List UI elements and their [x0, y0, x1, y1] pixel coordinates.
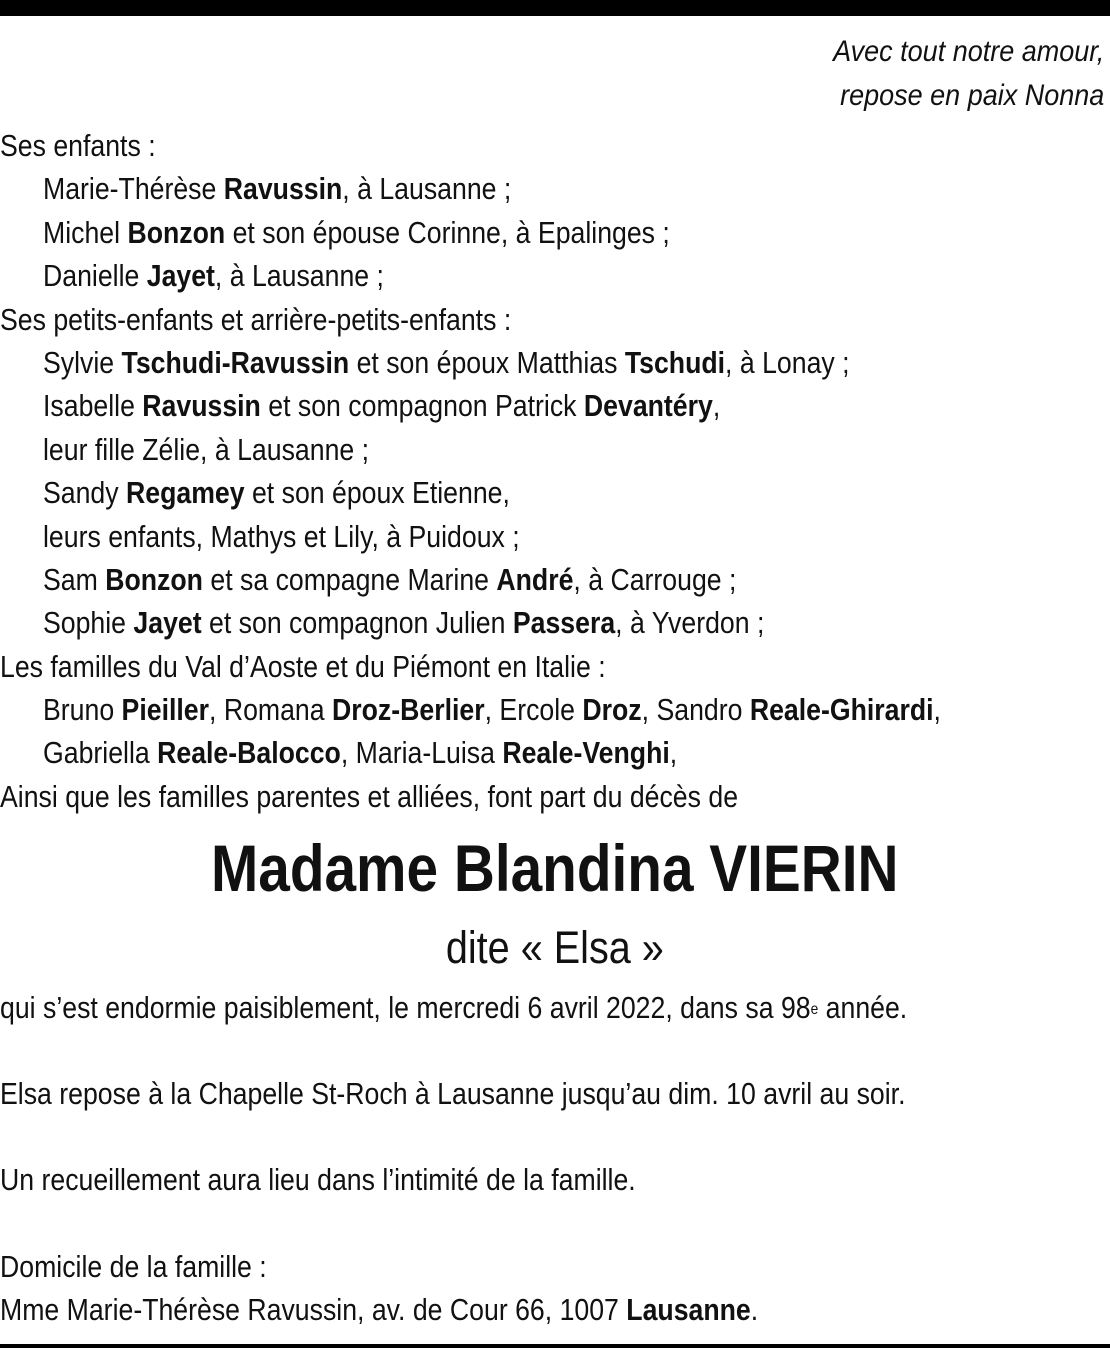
text: , Ercole — [484, 692, 583, 728]
text: , à Carrouge ; — [573, 561, 737, 597]
ordinal-suffix: e — [810, 1001, 819, 1018]
text: qui s’est endormie paisiblement, le mercredi 6 avril 2022, dans sa 98 — [0, 990, 811, 1025]
epigraph — [833, 30, 1104, 118]
surname: Droz-Berlier — [332, 692, 485, 728]
ceremony-line: Un recueillement aura lieu dans l’intimité de la famille. — [0, 1162, 636, 1197]
surname: Tschudi-Ravussin — [121, 344, 350, 380]
bottom-rule — [0, 1344, 1110, 1348]
text: Marie-Thérèse — [43, 171, 224, 207]
text: Michel — [43, 214, 128, 250]
grandchild-line: leurs enfants, Mathys et Lily, à Puidoux ; — [43, 518, 520, 554]
surname: André — [496, 561, 574, 597]
text: , à Lonay ; — [725, 344, 850, 380]
text: , à Lausanne ; — [214, 258, 384, 294]
families-heading: Les familles du Val d’Aoste et du Piémont en Italie : — [0, 648, 606, 684]
text: . — [750, 1292, 759, 1327]
child-line — [0, 254, 941, 297]
text: Danielle — [43, 258, 147, 294]
family-line — [0, 731, 941, 774]
city: Lausanne — [626, 1292, 751, 1327]
grandchild-line — [0, 341, 941, 384]
text: Sophie — [43, 605, 134, 641]
child-line — [0, 211, 941, 254]
deceased-name-text: Madame Blandina VIERIN — [211, 831, 899, 905]
death-line — [0, 986, 907, 1029]
surname: Droz — [582, 692, 642, 728]
text: et son compagnon Patrick — [260, 388, 584, 424]
grandchild-line — [0, 384, 941, 427]
surname: Jayet — [133, 605, 202, 641]
text: et son époux Matthias — [349, 344, 625, 380]
surname: Jayet — [146, 258, 215, 294]
text: Sam — [43, 561, 106, 597]
text: , — [933, 692, 941, 728]
deceased-nickname — [0, 920, 1110, 976]
text: , Maria-Luisa — [340, 735, 503, 771]
domicile-address — [0, 1288, 758, 1331]
surname: Ravussin — [142, 388, 261, 424]
surname: Reale-Balocco — [157, 735, 341, 771]
text: Isabelle — [43, 388, 143, 424]
family-list — [0, 124, 941, 818]
text: Gabriella — [43, 735, 158, 771]
text: et son compagnon Julien — [201, 605, 513, 641]
epigraph-line-1: Avec tout notre amour, — [832, 35, 1104, 68]
text: Mme Marie-Thérèse Ravussin, av. de Cour 66, 1007 — [0, 1292, 627, 1327]
grandchild-line — [0, 601, 941, 644]
announcement: Ainsi que les familles parentes et alliées, font part du décès de — [0, 778, 739, 814]
domicile-heading: Domicile de la famille : — [0, 1249, 267, 1284]
surname: Regamey — [126, 475, 245, 511]
text: Sandy — [43, 475, 127, 511]
child-line — [0, 167, 941, 210]
surname: Devantéry — [583, 388, 713, 424]
surname: Pieiller — [121, 692, 210, 728]
text: , à Yverdon ; — [615, 605, 765, 641]
surname: Tschudi — [624, 344, 726, 380]
text: Bruno — [43, 692, 122, 728]
surname: Reale-Venghi — [502, 735, 670, 771]
top-rule — [0, 0, 1110, 16]
rest-line: Elsa repose à la Chapelle St-Roch à Lausanne jusqu’au dim. 10 avril au soir. — [0, 1076, 906, 1111]
surname: Bonzon — [105, 561, 203, 597]
text: Sylvie — [43, 344, 122, 380]
children-heading: Ses enfants : — [0, 128, 156, 163]
grandchild-line — [0, 471, 941, 514]
text: , — [669, 735, 678, 771]
grandchild-line — [0, 558, 941, 601]
family-line — [0, 688, 941, 731]
surname: Bonzon — [127, 214, 226, 250]
grandchild-line: leur fille Zélie, à Lausanne ; — [43, 431, 370, 467]
surname: Reale-Ghirardi — [749, 692, 934, 728]
text: année. — [818, 990, 908, 1025]
surname: Passera — [512, 605, 616, 641]
text: et son épouse Corinne, à Epalinges ; — [225, 214, 670, 250]
text: et sa compagne Marine — [202, 561, 497, 597]
text: , Romana — [209, 692, 333, 728]
text: , — [712, 388, 721, 424]
text: , à Lausanne ; — [342, 171, 512, 207]
deceased-name — [0, 826, 1110, 910]
epigraph-line-2: repose en paix Nonna — [839, 79, 1104, 112]
deceased-nickname-text: dite « Elsa » — [446, 922, 664, 973]
text: , Sandro — [641, 692, 750, 728]
surname: Ravussin — [223, 171, 343, 207]
text: et son époux Etienne, — [244, 475, 510, 511]
grandchildren-heading: Ses petits-enfants et arrière-petits-enfants : — [0, 301, 512, 337]
